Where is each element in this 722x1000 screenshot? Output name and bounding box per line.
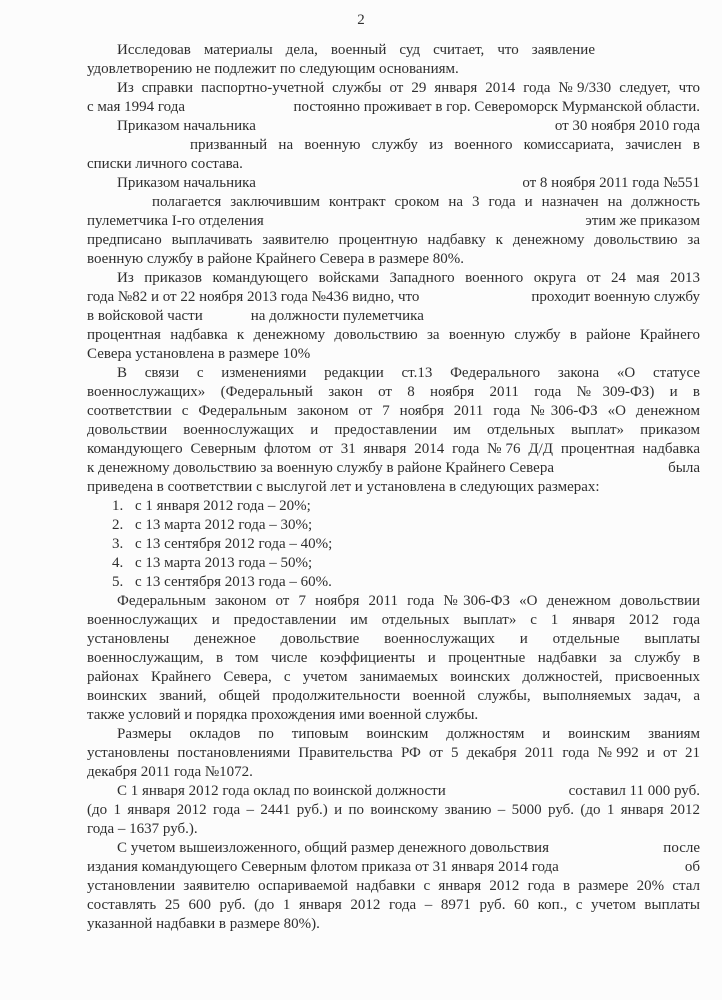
text-segment: к денежному довольствию за военную службу в районе Крайнего Севера	[87, 460, 554, 476]
paragraph	[87, 782, 700, 839]
text-line: Из справки паспортно-учетной службы от 29 января 2014 года №9/330 следует, что	[117, 80, 700, 96]
list-item	[87, 535, 700, 554]
text-line: Размеры окладов по типовым воинским должностям и воинским званиям	[117, 726, 700, 742]
text-segment: С учетом вышеизложенного, общий размер денежного довольствия	[117, 840, 549, 856]
text-line	[87, 858, 700, 877]
list-item-text: с 1 января 2012 года – 20%;	[135, 498, 311, 514]
text-segment: проходит военную службу	[531, 289, 700, 305]
paragraph	[87, 79, 700, 117]
text-line: призванный на военную службу из военного комиссариата, зачислен в	[190, 137, 700, 153]
list-item-number: 4.	[112, 555, 124, 571]
text-segment: на должности пулеметчика	[250, 308, 424, 324]
text-segment: Приказом начальника	[117, 175, 256, 191]
text-line: указанной надбавки в размере 80%).	[87, 916, 320, 932]
text-line: установлены денежное довольствие военнослужащих и отдельные выплаты	[87, 631, 700, 647]
text-segment: от 30 ноября 2010 года	[554, 118, 700, 134]
paragraph	[87, 592, 700, 725]
text-segment: после	[663, 840, 700, 856]
text-line: военнослужащих» (Федеральный закон от 8 ноября 2011 года №309-ФЗ) и в	[87, 384, 700, 400]
text-segment: Исследовав материалы дела, военный суд считает, что заявление	[117, 42, 595, 58]
paragraph	[87, 269, 700, 364]
text-line: процентная надбавка к денежному довольствию за военную службу в районе Крайнего	[87, 327, 700, 343]
page-number: 2	[357, 12, 365, 28]
list-item-number: 1.	[112, 498, 124, 514]
text-segment: пулеметчика I-го отделения	[87, 213, 264, 229]
document-body	[87, 41, 700, 934]
text-segment: в войсковой части	[87, 308, 203, 324]
text-segment: с мая 1994 года	[87, 99, 185, 115]
paragraph	[87, 41, 700, 79]
paragraph	[87, 117, 700, 174]
list-item	[87, 554, 700, 573]
list-item-text: с 13 марта 2013 года – 50%;	[135, 555, 313, 571]
text-line: районах Крайнего Севера, с учетом занимаемых воинских должностей, присвоенных	[87, 669, 700, 685]
text-line: предписано выплачивать заявителю процентную надбавку к денежному довольствию за	[87, 232, 700, 248]
text-line: довольствии военнослужащих и предоставлении им отдельных выплат» приказом	[87, 422, 700, 438]
text-segment: об	[684, 859, 700, 875]
list-item	[87, 573, 700, 592]
text-line	[87, 117, 700, 136]
text-line: декабря 2011 года №1072.	[87, 764, 253, 780]
text-line	[87, 782, 700, 801]
list-item-number: 5.	[112, 574, 124, 590]
text-line	[87, 839, 700, 858]
text-line: Федеральным законом от 7 ноября 2011 года №306-ФЗ «О денежном довольствии	[117, 593, 700, 609]
list-item-number: 2.	[112, 517, 124, 533]
text-line: Из приказов командующего войсками Западного военного округа от 24 мая 2013	[117, 270, 700, 286]
text-line	[87, 212, 700, 231]
text-line: военнослужащим, в том числе коэффициенты и процентные надбавки за службу в	[87, 650, 700, 666]
text-segment: была	[668, 460, 700, 476]
text-line	[87, 459, 700, 478]
text-line	[87, 307, 700, 326]
text-line: воинских званий, общей продолжительности военной службы, выполняемых задач, а	[87, 688, 700, 704]
text-segment: С 1 января 2012 года оклад по воинской должности	[117, 783, 446, 799]
text-segment: Приказом начальника	[117, 118, 256, 134]
text-segment: от 8 ноября 2011 года №551	[522, 175, 700, 191]
text-line: удовлетворению не подлежит по следующим основаниям.	[87, 61, 459, 77]
paragraph	[87, 839, 700, 934]
text-line: Севера установлена в размере 10%	[87, 346, 311, 362]
list-item-text: с 13 сентября 2013 года – 60%.	[135, 574, 332, 590]
paragraph	[87, 725, 700, 782]
text-line: командующего Северным флотом от 31 января 2014 года №76 Д/Д процентная надбавка	[87, 441, 700, 457]
text-line	[87, 41, 595, 60]
text-line: составлять 25 600 руб. (до 1 января 2012 года – 8971 руб. 60 коп., с учетом выплаты	[87, 897, 700, 913]
list-item-text: с 13 марта 2012 года – 30%;	[135, 517, 313, 533]
text-line: полагается заключившим контракт сроком на 3 года и назначен на должность	[152, 194, 700, 210]
text-segment: года №82 и от 22 ноября 2013 года №436 видно, что	[87, 289, 420, 305]
paragraph	[87, 174, 700, 269]
text-line: установлены постановлениями Правительства РФ от 5 декабря 2011 года №992 и от 21	[87, 745, 700, 761]
text-line: соответствии с Федеральным законом от 7 ноября 2011 года №306-ФЗ «О денежном	[87, 403, 700, 419]
text-line: списки личного состава.	[87, 156, 243, 172]
text-line: В связи с изменениями редакции ст.13 Федерального закона «О статусе	[117, 365, 700, 381]
text-line	[87, 288, 700, 307]
text-line: также условий и порядка прохождения ими военной службы.	[87, 707, 479, 723]
text-line: военнослужащих и предоставлении им отдельных выплат» с 1 января 2012 года	[87, 612, 700, 628]
text-line	[87, 174, 700, 193]
text-segment: издания командующего Северным флотом приказа от 31 января 2014 года	[87, 859, 559, 875]
text-line: приведена в соответствии с выслугой лет и установлена в следующих размерах:	[87, 479, 600, 495]
text-line: установлении заявителю оспариваемой надбавки с января 2012 года в размере 20% стал	[87, 878, 700, 894]
text-segment: этим же приказом	[585, 213, 700, 229]
text-line: военную службу в районе Крайнего Севера в размере 80%.	[87, 251, 465, 267]
text-segment: составил 11 000 руб.	[568, 783, 700, 799]
text-line: (до 1 января 2012 года – 2441 руб.) и по воинскому званию – 5000 руб. (до 1 января 2012	[87, 802, 700, 818]
text-segment: постоянно проживает в гор. Североморск Мурманской области.	[293, 99, 700, 115]
numbered-list	[87, 497, 700, 592]
list-item-text: с 13 сентября 2012 года – 40%;	[135, 536, 333, 552]
text-line	[87, 98, 700, 117]
list-item	[87, 497, 700, 516]
paragraph	[87, 364, 700, 497]
list-item-number: 3.	[112, 536, 124, 552]
text-line: года – 1637 руб.).	[87, 821, 198, 837]
list-item	[87, 516, 700, 535]
